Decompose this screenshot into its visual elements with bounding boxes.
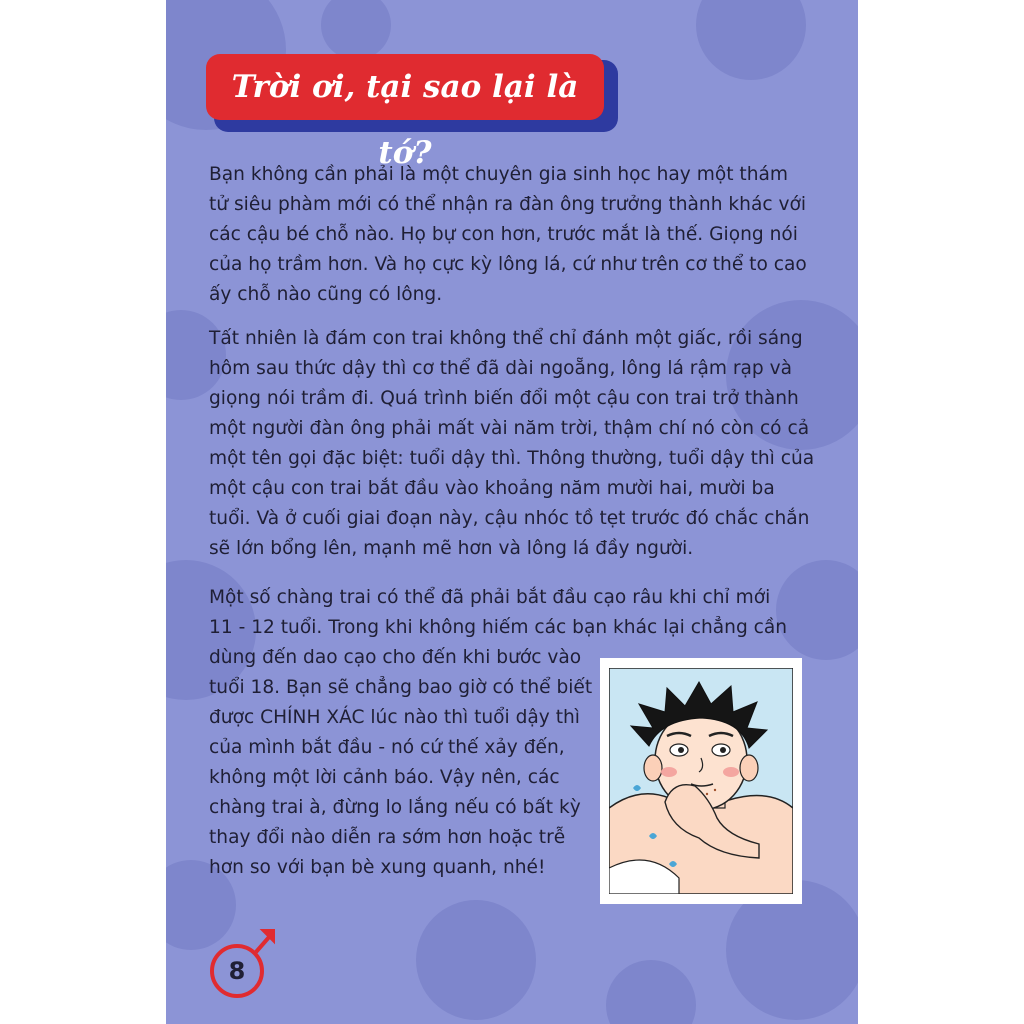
text-line: hơn so với bạn bè xung quanh, nhé! bbox=[209, 857, 546, 878]
text-line: sẽ lớn bổng lên, mạnh mẽ hơn và lông lá đầy người. bbox=[209, 538, 694, 559]
text-line: giọng nói trầm đi. Quá trình biến đổi một cậu con trai trở thành bbox=[209, 388, 799, 409]
background-dot bbox=[321, 0, 391, 60]
text-line: một cậu con trai bắt đầu vào khoảng năm mười hai, mười ba bbox=[209, 478, 775, 499]
background-dot bbox=[696, 0, 806, 80]
text-line: không một lời cảnh báo. Vậy nên, các bbox=[209, 767, 560, 788]
background-dot bbox=[416, 900, 536, 1020]
text-line: dùng đến dao cạo cho đến khi bước vào bbox=[209, 647, 582, 668]
text-line: ấy chỗ nào cũng có lông. bbox=[209, 284, 443, 305]
text-line: Bạn không cần phải là một chuyên gia sinh học hay một thám bbox=[209, 164, 788, 185]
text-line: tuổi. Và ở cuối giai đoạn này, cậu nhóc tồ tẹt trước đó chắc chắn bbox=[209, 508, 810, 529]
text-line: một người đàn ông phải mất vài năm trời, thậm chí nó còn có cả bbox=[209, 418, 810, 439]
text-line: Một số chàng trai có thể đã phải bắt đầu cạo râu khi chỉ mới bbox=[209, 587, 771, 608]
text-line: Tất nhiên là đám con trai không thể chỉ đánh một giấc, rồi sáng bbox=[209, 328, 803, 349]
text-line: hôm sau thức dậy thì cơ thể đã dài ngoẵng, lông lá rậm rạp và bbox=[209, 358, 793, 379]
background-dot bbox=[606, 960, 696, 1024]
text-line: tử siêu phàm mới có thể nhận ra đàn ông trưởng thành khác với bbox=[209, 194, 807, 215]
text-line: của mình bắt đầu - nó cứ thế xảy đến, bbox=[209, 737, 565, 758]
text-line: 11 - 12 tuổi. Trong khi không hiếm các bạn khác lại chẳng cần bbox=[209, 617, 788, 638]
illustration-svg bbox=[609, 668, 793, 894]
page-number: 8 bbox=[228, 957, 246, 985]
boy-shaving-illustration bbox=[600, 658, 802, 904]
heading-title: Trời ơi, tại sao lại là tớ? bbox=[231, 69, 579, 171]
text-line: tuổi 18. Bạn sẽ chẳng bao giờ có thể biết bbox=[209, 677, 593, 698]
text-line: chàng trai à, đừng lo lắng nếu có bất kỳ bbox=[209, 797, 581, 818]
text-line: một tên gọi đặc biệt: tuổi dậy thì. Thông thường, tuổi dậy thì của bbox=[209, 448, 815, 469]
text-line: được CHÍNH XÁC lúc nào thì tuổi dậy thì bbox=[209, 707, 580, 728]
text-line: các cậu bé chỗ nào. Họ bự con hơn, trước mắt là thế. Giọng nói bbox=[209, 224, 798, 245]
text-line: của họ trầm hơn. Và họ cực kỳ lông lá, cứ như trên cơ thể to cao bbox=[209, 254, 807, 275]
paragraph-2 bbox=[209, 324, 813, 564]
heading-banner bbox=[206, 54, 604, 171]
text-line: thay đổi nào diễn ra sớm hơn hoặc trễ bbox=[209, 827, 566, 848]
paragraph-1 bbox=[209, 160, 813, 310]
page-number-badge bbox=[210, 944, 264, 998]
